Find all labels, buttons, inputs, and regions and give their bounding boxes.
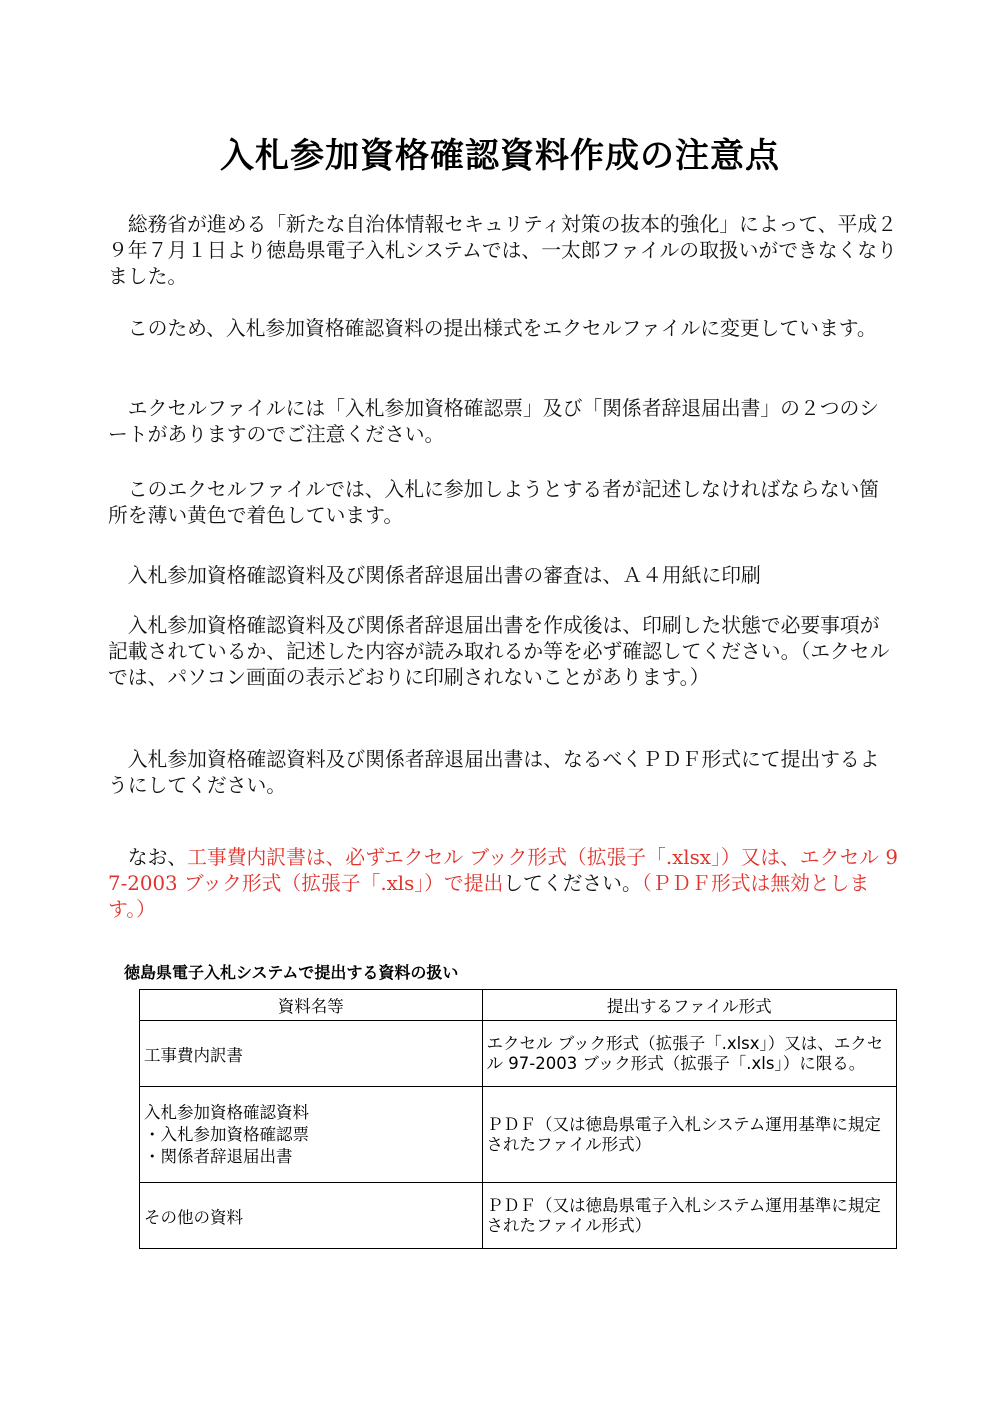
document-name-cell — [140, 1021, 483, 1087]
header-document-name: 資料名等 — [140, 990, 483, 1021]
note-middle-text: してください。 — [503, 872, 642, 895]
page-title: 入札参加資格確認資料作成の注意点 — [220, 136, 780, 176]
document-name-cell — [140, 1183, 483, 1249]
document-name-line: ・入札参加資格確認票 — [144, 1124, 309, 1144]
file-format-cell: ＰＤＦ（又は徳島県電子入札システム運用基準に規定されたファイル形式） — [482, 1087, 897, 1183]
paragraph-pdf-submit: 入札参加資格確認資料及び関係者辞退届出書は、なるべくＰＤＦ形式にて提出するようにしてください。 — [108, 748, 880, 797]
table-row — [140, 1087, 897, 1183]
note-pdf-invalid-text: （ＰＤＦ形式は無効とします。） — [108, 872, 870, 921]
document-name-line: 入札参加資格確認資料 — [144, 1102, 309, 1122]
paragraph-print-check: 入札参加資格確認資料及び関係者辞退届出書を作成後は、印刷した状態で必要事項が記載されているか、記述した内容が読み取れるか等を必ず確認してください。（エクセルでは、パソコン画面の表示どおりに印刷されないことがあります。） — [108, 614, 890, 689]
table-row — [140, 1021, 897, 1087]
document-name-line: ・関係者辞退届出書 — [144, 1146, 293, 1166]
document-name-line: その他の資料 — [144, 1207, 243, 1227]
paragraph-a4-print: 入札参加資格確認資料及び関係者辞退届出書の審査は、Ａ４用紙に印刷 — [127, 564, 761, 587]
document-name-line: 工事費内訳書 — [144, 1045, 243, 1065]
paragraph-background: 総務省が進める「新たな自治体情報セキュリティ対策の抜本的強化」によって、平成２９年７月１日より徳島県電子入札システムでは、一太郎ファイルの取扱いができなくなりました。 — [108, 213, 897, 288]
document-name-cell — [140, 1087, 483, 1183]
header-file-format: 提出するファイル形式 — [482, 990, 897, 1021]
file-format-table — [139, 989, 897, 1249]
table-caption: 徳島県電子入札システムで提出する資料の扱い — [124, 963, 459, 982]
paragraph-yellow-cells: このエクセルファイルでは、入札に参加しようとする者が記述しなければならない箇所を薄い黄色で着色しています。 — [108, 478, 880, 527]
table-row — [140, 1183, 897, 1249]
paragraph-cost-breakdown-note — [108, 845, 898, 923]
table-header-row — [140, 990, 897, 1021]
paragraph-format-change: このため、入札参加資格確認資料の提出様式をエクセルファイルに変更しています。 — [127, 317, 877, 340]
file-format-cell: ＰＤＦ（又は徳島県電子入札システム運用基準に規定されたファイル形式） — [482, 1183, 897, 1249]
note-excel-required-text: 工事費内訳書は、必ずエクセル ブック形式（拡張子「.xlsx」）又は、エクセル 97-2003 ブック形式（拡張子「.xls」）で提出 — [108, 846, 898, 895]
file-format-cell: エクセル ブック形式（拡張子「.xlsx」）又は、エクセル 97-2003 ブック形式（拡張子「.xls」）に限る。 — [482, 1021, 897, 1087]
paragraph-sheets: エクセルファイルには「入札参加資格確認票」及び「関係者辞退届出書」の２つのシートがありますのでご注意ください。 — [108, 397, 880, 446]
note-lead-text: なお、 — [127, 846, 188, 869]
